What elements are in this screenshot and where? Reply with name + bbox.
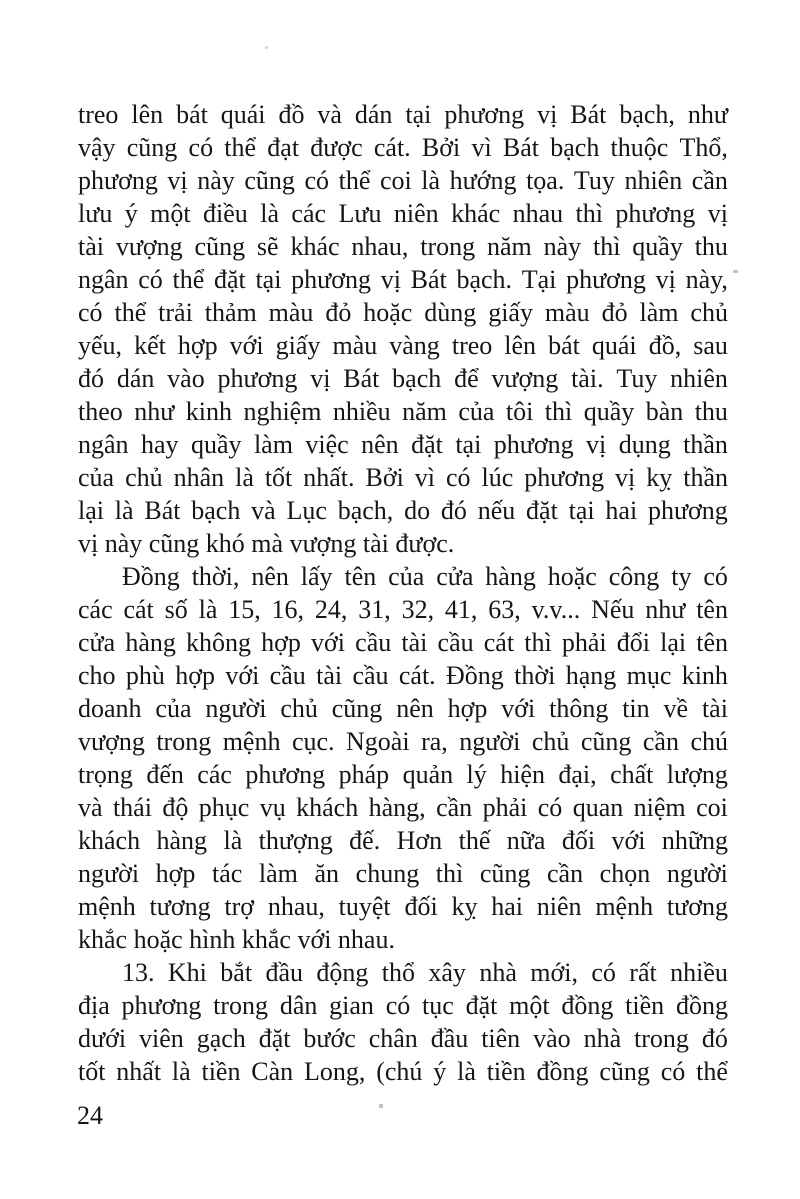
text-line: yếu, kết hợp với giấy màu vàng treo lên bát quái đồ, sau [78, 331, 728, 360]
text-line: mệnh tương trợ nhau, tuyệt đối kỵ hai niên mệnh tương [78, 892, 728, 921]
text-line: cho phù hợp với cầu tài cầu cát. Đồng thời hạng mục kinh [78, 661, 728, 690]
text-line: địa phương trong dân gian có tục đặt một đồng tiền đồng [78, 991, 728, 1020]
paragraph [78, 560, 728, 956]
text-line: phương vị này cũng có thể coi là hướng tọa. Tuy nhiên cần [78, 166, 728, 195]
body-text [78, 98, 728, 1088]
scan-speck [379, 1104, 383, 1108]
text-line: khách hàng là thượng đế. Hơn thế nữa đối với những [78, 826, 728, 855]
text-line: tài vượng cũng sẽ khác nhau, trong năm này thì quầy thu [78, 232, 728, 261]
text-line: của chủ nhân là tốt nhất. Bởi vì có lúc phương vị kỵ thần [78, 463, 728, 492]
text-line: đó dán vào phương vị Bát bạch để vượng tài. Tuy nhiên [78, 364, 728, 393]
page-number: 24 [77, 1101, 103, 1130]
scan-speck [733, 270, 738, 273]
text-line: treo lên bát quái đồ và dán tại phương vị Bát bạch, như [78, 100, 728, 129]
text-line: người hợp tác làm ăn chung thì cũng cần chọn người [78, 859, 728, 888]
text-line: lại là Bát bạch và Lục bạch, do đó nếu đặt tại hai phương [78, 496, 728, 525]
text-line: dưới viên gạch đặt bước chân đầu tiên vào nhà trong đó [78, 1024, 728, 1053]
text-line: theo như kinh nghiệm nhiều năm của tôi thì quầy bàn thu [78, 397, 728, 426]
text-line: khắc hoặc hình khắc với nhau. [78, 925, 395, 954]
text-line: vậy cũng có thể đạt được cát. Bởi vì Bát bạch thuộc Thổ, [78, 133, 728, 162]
text-line: vị này cũng khó mà vượng tài được. [78, 529, 455, 558]
text-line: tốt nhất là tiền Càn Long, (chú ý là tiền đồng cũng có thể [78, 1057, 728, 1086]
scan-speck [265, 46, 268, 49]
text-line: cửa hàng không hợp với cầu tài cầu cát thì phải đổi lại tên [78, 628, 728, 657]
text-line: ngân có thể đặt tại phương vị Bát bạch. Tại phương vị này, [78, 265, 728, 294]
text-line: trọng đến các phương pháp quản lý hiện đại, chất lượng [78, 760, 728, 789]
text-line: ngân hay quầy làm việc nên đặt tại phương vị dụng thần [78, 430, 728, 459]
paragraph [78, 956, 728, 1088]
text-line: lưu ý một điều là các Lưu niên khác nhau thì phương vị [78, 199, 728, 228]
text-line: Đồng thời, nên lấy tên của cửa hàng hoặc công ty có [122, 562, 728, 591]
text-line: 13. Khi bắt đầu động thổ xây nhà mới, có rất nhiều [122, 958, 728, 987]
text-line: doanh của người chủ cũng nên hợp với thông tin về tài [78, 694, 728, 723]
text-line: vượng trong mệnh cục. Ngoài ra, người chủ cũng cần chú [78, 727, 728, 756]
text-line: và thái độ phục vụ khách hàng, cần phải có quan niệm coi [78, 793, 728, 822]
paragraph [78, 98, 728, 560]
text-line: các cát số là 15, 16, 24, 31, 32, 41, 63, v.v... Nếu như tên [78, 595, 728, 624]
text-line: có thể trải thảm màu đỏ hoặc dùng giấy màu đỏ làm chủ [78, 298, 728, 327]
